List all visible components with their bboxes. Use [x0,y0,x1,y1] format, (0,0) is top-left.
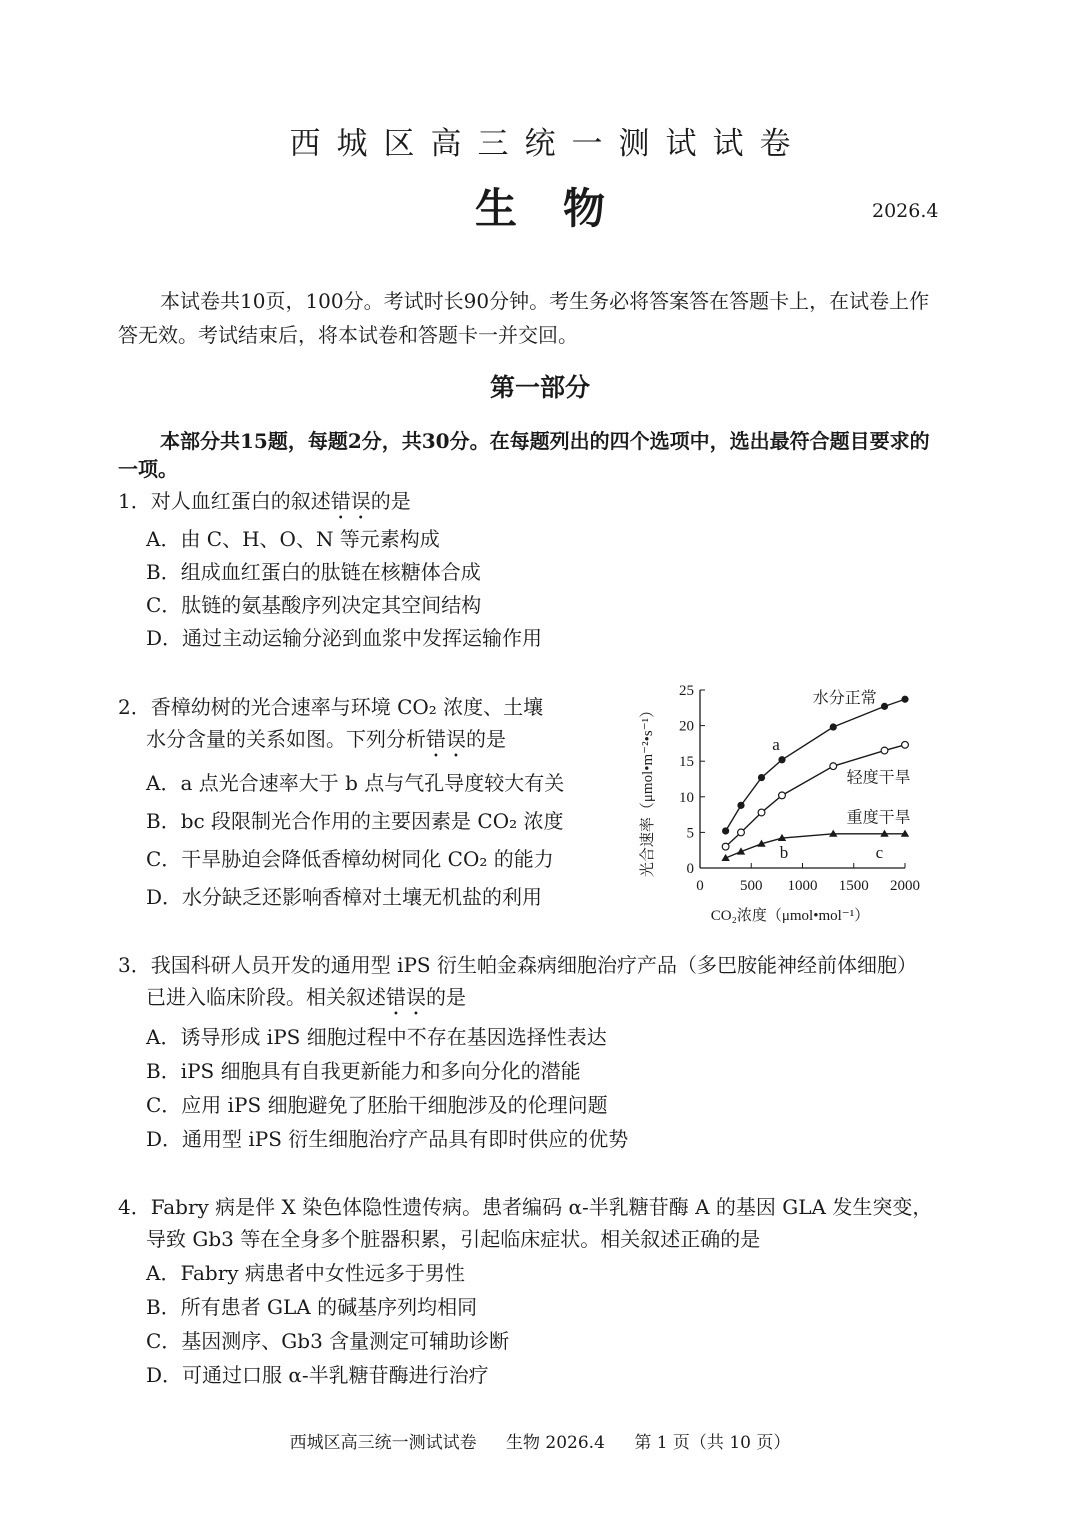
chart-point-annotation: b [779,843,789,863]
part-description-line-2: 一项。 [118,457,178,481]
question-3-stem-end: 的是 [426,985,466,1009]
chart-data-point [778,756,785,763]
question-3-option-d: D．通用型 iPS 衍生细胞治疗产品具有即时供应的优势 [146,1127,629,1151]
chart-data-point [830,723,837,730]
chart-data-point [737,802,744,809]
question-1-stem-text: 1．对人血红蛋白的叙述 [118,489,331,513]
footer-exam-title: 西城区高三统一测试试卷 [289,1433,477,1453]
question-3-emphasis: 错误 [386,985,426,1009]
chart-data-point [738,829,745,836]
chart-data-point [758,809,765,816]
question-2-stem-end: 的是 [466,727,506,751]
question-2-emphasis: 错误 [426,727,466,751]
question-1-stem-end: 的是 [370,489,411,513]
instructions-line-1: 本试卷共10页，100分。考试时长90分钟。考生务必将答案答在答题卡上，在试卷上作 [160,289,930,313]
chart-data-point [722,827,729,834]
chart-x-tick-label: 1000 [787,878,818,894]
photosynthesis-chart [630,670,930,932]
question-3-option-a: A．诱导形成 iPS 细胞过程中不存在基因选择性表达 [146,1025,607,1049]
question-1-option-d: D．通过主动运输分泌到血浆中发挥运输作用 [146,626,543,650]
question-1-option-a: A．由 C、H、O、N 等元素构成 [146,527,440,551]
chart-y-tick-label: 20 [679,718,694,735]
question-4-option-a: A．Fabry 病患者中女性远多于男性 [146,1261,465,1285]
question-3-option-c: C．应用 iPS 细胞避免了胚胎干细胞涉及的伦理问题 [146,1093,608,1117]
chart-point-annotation: c [875,842,884,862]
chart-data-point [758,774,765,781]
chart-series-label: 重度干旱 [846,809,911,827]
question-3-stem-text: 已进入临床阶段。相关叙述 [146,985,386,1009]
exam-title: 西城区高三统一测试试卷 [289,126,807,162]
question-2-option-b: B．bc 段限制光合作用的主要因素是 CO₂ 浓度 [146,809,564,833]
chart-data-point [722,843,729,850]
chart-data-point [881,747,888,754]
chart-x-tick-label: 0 [696,878,704,894]
question-1-option-b: B．组成血红蛋白的肽链在核糖体合成 [146,560,481,584]
question-1-emphasis: 错误 [330,489,371,513]
footer-subject-date: 生物 2026.4 [506,1433,605,1453]
footer-page-number: 第 1 页（共 10 页） [634,1433,791,1453]
question-4-stem-line-2: 导致 Gb3 等在全身多个脏器积累，引起临床症状。相关叙述正确的是 [146,1227,761,1251]
exam-date: 2026.4 [872,200,939,222]
chart-y-tick-label: 5 [686,825,694,842]
question-2-stem-line-2 [146,722,506,762]
chart-x-tick-label: 1500 [838,878,869,894]
page-footer [0,1428,1080,1453]
part-title: 第一部分 [489,373,590,402]
chart-point-annotation: a [772,734,780,754]
chart-y-tick-label: 10 [679,789,694,806]
chart-series-line [726,745,905,847]
chart-data-point [902,741,909,748]
question-2-option-a: A．a 点光合速率大于 b 点与气孔导度较大有关 [146,771,565,795]
chart-series-label: 轻度干旱 [846,769,911,787]
chart-data-point [901,696,908,703]
chart-series-label: 水分正常 [812,689,877,707]
chart-x-axis-label: CO₂浓度（μmol•mol⁻¹） [710,908,870,924]
question-4-option-c: C．基因测序、Gb3 含量测定可辅助诊断 [146,1329,510,1353]
question-4-stem-line-1: 4．Fabry 病是伴 X 染色体隐性遗传病。患者编码 α-半乳糖苷酶 A 的基因 GLA 发生突变， [118,1195,933,1219]
question-4-option-d: D．可通过口服 α-半乳糖苷酶进行治疗 [146,1363,489,1387]
chart-y-axis-label: 光合速率（μmol•m⁻²•s⁻¹） [640,702,656,878]
question-3-option-b: B．iPS 细胞具有自我更新能力和多向分化的潜能 [146,1059,581,1083]
question-3-stem-line-2 [146,980,466,1020]
chart-axes [679,683,920,894]
question-3-stem-line-1: 3．我国科研人员开发的通用型 iPS 衍生帕金森病细胞治疗产品（多巴胺能神经前体细胞） [118,953,917,977]
question-2-option-c: C．干旱胁迫会降低香樟幼树同化 CO₂ 的能力 [146,847,554,871]
question-2-option-d: D．水分缺乏还影响香樟对土壤无机盐的利用 [146,885,543,909]
question-1-option-c: C．肽链的氨基酸序列决定其空间结构 [146,593,482,617]
subject-title: 生物 [474,184,651,233]
chart-x-tick-label: 500 [740,878,763,894]
chart-x-tick-label: 2000 [890,878,920,894]
chart-data-point [881,703,888,710]
question-2-stem-text: 水分含量的关系如图。下列分析 [146,727,426,751]
instructions-line-2: 答无效。考试结束后，将本试卷和答题卡一并交回。 [118,323,578,347]
chart-y-tick-label: 0 [686,861,694,877]
part-description-line-1: 本部分共15题，每题2分，共30分。在每题列出的四个选项中，选出最符合题目要求的 [160,429,930,453]
chart-y-tick-label: 15 [679,754,694,771]
chart-data-point [779,792,786,799]
chart-data-point [830,763,837,770]
question-4-option-b: B．所有患者 GLA 的碱基序列均相同 [146,1295,478,1319]
chart-series-group [721,689,910,862]
question-1-stem [118,484,411,524]
chart-y-tick-label: 25 [679,683,694,699]
question-2-stem-line-1: 2．香樟幼树的光合速率与环境 CO₂ 浓度、土壤 [118,695,544,719]
